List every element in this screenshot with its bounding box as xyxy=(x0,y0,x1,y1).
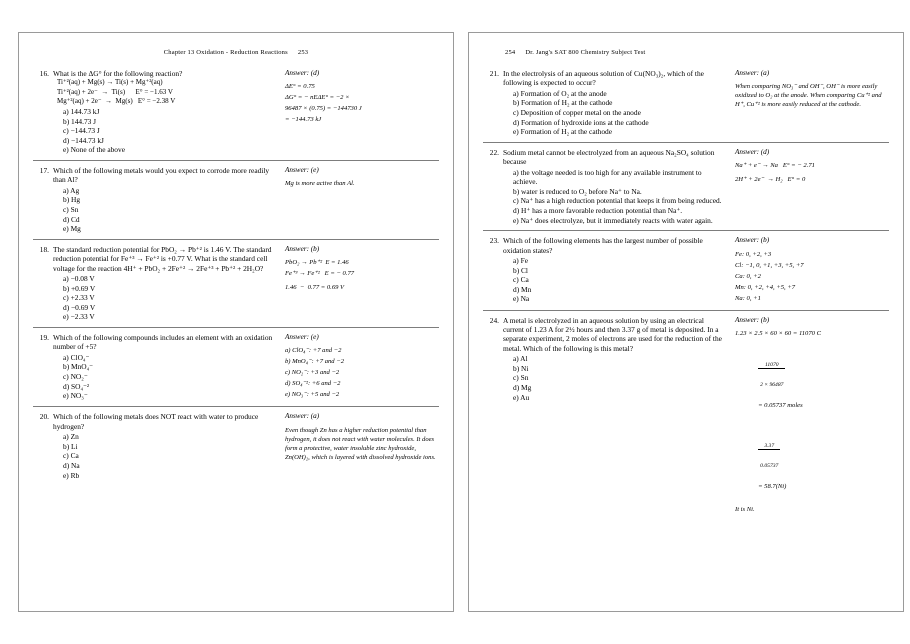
question-21-answer-explanation xyxy=(735,82,889,109)
question-19-text: Which of the following compounds includes an element with an oxidation number of +5? xyxy=(53,332,273,352)
choice-d[interactable]: d) Formation of hydroxide ions at the cathode xyxy=(513,117,649,127)
question-17-answer-explanation xyxy=(285,179,439,188)
fraction-2 xyxy=(758,430,780,482)
question-17-choices xyxy=(33,186,273,234)
answer-line: ΔG° = − nEΔE° = −2 × xyxy=(285,94,350,102)
fraction-2-numerator: 3.37 xyxy=(758,443,780,450)
question-16-body xyxy=(33,69,279,155)
choice-c[interactable]: c) Deposition of copper metal on the anode xyxy=(513,108,641,117)
question-23-choices xyxy=(483,256,723,304)
fraction-1-numerator: 11070 xyxy=(758,362,785,369)
question-24-answer-label: Answer: (b) xyxy=(735,315,770,324)
choice-b[interactable]: b) MnO₄⁻ xyxy=(63,362,94,372)
answer-line: a) ClO₄⁻: +7 and −2 xyxy=(285,347,342,355)
answer-line: ΔE° = 0.75 xyxy=(285,83,315,91)
choice-b[interactable]: b) Ni xyxy=(513,363,529,373)
answer-line: Mg is more active than Al. xyxy=(285,180,355,188)
answer-line: e) NO₃⁻: +5 and −2 xyxy=(285,391,340,399)
question-23-answer-label: Answer: (b) xyxy=(735,236,770,245)
choice-e[interactable]: e) Formation of H₂ at the cathode xyxy=(513,127,613,137)
question-22-answer xyxy=(729,148,889,225)
question-22-answer-explanation xyxy=(735,161,889,184)
question-23 xyxy=(483,230,889,309)
question-23-answer xyxy=(729,236,889,304)
question-19-answer-label: Answer: (e) xyxy=(285,332,319,341)
question-22-body xyxy=(483,148,729,225)
question-21-answer-label: Answer: (a) xyxy=(735,69,770,77)
choice-d[interactable]: d) −0.69 V xyxy=(63,302,96,312)
question-24-answer-explanation xyxy=(735,329,889,515)
answer-line: PbO₂ → Pb⁺² E = 1.46 xyxy=(285,259,349,267)
question-22-choices xyxy=(483,168,723,226)
question-19-number: 19. xyxy=(39,332,49,342)
question-23-body xyxy=(483,236,729,304)
choice-b[interactable]: b) Li xyxy=(63,441,78,451)
choice-a[interactable]: a) Zn xyxy=(63,432,79,442)
question-20 xyxy=(33,406,439,485)
question-20-answer-explanation xyxy=(285,426,439,462)
choice-e[interactable]: e) Na⁺ does electrolyze, but it immediately reacts with water again. xyxy=(513,215,713,225)
answer-line: 2H⁺ + 2e⁻ → H₂ E° = 0 xyxy=(735,176,806,184)
answer-line-fraction-1 xyxy=(735,340,889,419)
question-17-answer xyxy=(279,166,439,234)
question-20-answer-label: Answer: (a) xyxy=(285,412,320,421)
choice-c[interactable]: c) Na⁺ has a high reduction potential that keeps it from being reduced. xyxy=(513,196,722,206)
choice-e[interactable]: e) None of the above xyxy=(63,145,125,155)
question-21-answer xyxy=(729,69,889,137)
choice-d[interactable]: d) Na xyxy=(63,460,80,470)
question-16-answer xyxy=(279,69,439,155)
question-16-equation-1: Ti⁺²(aq) + Mg(s) → Ti(s) + Mg⁺²(aq) xyxy=(57,78,163,87)
fraction-2-denominator: 0.05737 xyxy=(760,463,779,470)
choice-a[interactable]: a) Formation of O₂ at the anode xyxy=(513,88,607,98)
question-23-answer-explanation xyxy=(735,250,889,303)
answer-line: = −144.73 kJ xyxy=(285,116,322,124)
left-page-number: 253 xyxy=(297,49,309,56)
question-16-equation-3: Mg⁺²(aq) + 2e⁻ → Mg(s) E° = −2.38 V xyxy=(57,96,176,105)
question-24-choices xyxy=(483,354,723,402)
question-21 xyxy=(483,69,889,142)
choice-a[interactable]: a) the voltage needed is too high for any available instrument to achieve. xyxy=(513,167,702,187)
choice-d[interactable]: d) −144.73 kJ xyxy=(63,135,104,145)
answer-line: Fe: 0, +2, +3 xyxy=(735,250,772,258)
question-20-body xyxy=(33,412,279,480)
answer-line: 1.23 × 2.5 × 60 × 60 = 11070 C xyxy=(735,329,821,337)
choice-c[interactable]: c) Sn xyxy=(513,373,529,383)
question-16-choices xyxy=(33,107,273,155)
choice-a[interactable]: a) Al xyxy=(513,354,528,364)
question-17-number: 17. xyxy=(39,165,49,175)
question-18-answer-label: Answer: (b) xyxy=(285,244,320,253)
choice-c[interactable]: c) Sn xyxy=(63,204,79,214)
answer-line: Na⁺ + e⁻ → Na E° = − 2.71 xyxy=(735,162,815,170)
left-page xyxy=(18,32,454,612)
question-18-answer-explanation xyxy=(285,258,439,292)
question-21-choices xyxy=(483,89,723,137)
choice-c[interactable]: c) Ca xyxy=(513,275,529,285)
choice-c[interactable]: c) +2.33 V xyxy=(63,293,95,303)
question-16-number: 16. xyxy=(39,69,49,78)
answer-line: Cl: −1, 0, +1, +3, +5, +7 xyxy=(735,261,804,269)
choice-b[interactable]: b) +0.69 V xyxy=(63,283,96,293)
question-18-number: 18. xyxy=(39,244,49,254)
choice-b[interactable]: b) Hg xyxy=(63,195,81,205)
choice-b[interactable]: b) water is reduced to O₂ before Na⁺ to Na. xyxy=(513,186,642,196)
question-23-number: 23. xyxy=(489,236,499,246)
right-page-book-title: Dr. Jang's SAT 800 Chemistry Subject Test xyxy=(525,49,646,56)
fraction-1-denominator: 2 × 96487 xyxy=(760,382,784,388)
question-20-choices xyxy=(33,432,273,480)
choice-b[interactable]: b) 144.73 J xyxy=(63,116,97,126)
question-17-text: Which of the following metals would you expect to corrode more readily than Al? xyxy=(53,165,270,185)
question-17 xyxy=(33,160,439,239)
question-21-number: 21. xyxy=(489,69,499,78)
question-18-body xyxy=(33,245,279,322)
choice-b[interactable]: b) Formation of H₂ at the cathode xyxy=(513,98,613,108)
question-16 xyxy=(33,69,439,160)
answer-line: b) MnO₄⁻: +7 and −2 xyxy=(285,358,344,366)
question-21-body xyxy=(483,69,729,137)
choice-d[interactable]: d) Mg xyxy=(513,382,532,392)
choice-c[interactable]: c) NO₂⁻ xyxy=(63,371,88,381)
question-19-answer xyxy=(279,333,439,401)
choice-e[interactable]: e) −2.33 V xyxy=(63,312,95,322)
answer-line: d) SO₄⁻²: +6 and −2 xyxy=(285,380,341,388)
question-19-choices xyxy=(33,353,273,401)
question-20-text: Which of the following metals does NOT react with water to produce hydrogen? xyxy=(53,412,259,431)
answer-line: 96487 × (0.75) = −144730 J xyxy=(285,105,362,113)
choice-c[interactable]: c) Ca xyxy=(63,451,79,461)
question-18-choices xyxy=(33,274,273,322)
question-21-text: In the electrolysis of an aqueous solution of Cu(NO₃)₂, which of the following is expected to occur? xyxy=(503,69,704,88)
choice-d[interactable]: d) Mn xyxy=(513,284,532,294)
question-16-text: What is the ΔG° for the following reaction? xyxy=(53,69,183,78)
question-18 xyxy=(33,239,439,327)
choice-a[interactable]: a) Ag xyxy=(63,185,80,195)
question-16-answer-explanation xyxy=(285,82,439,124)
choice-d[interactable]: d) Cd xyxy=(63,214,80,224)
choice-e[interactable]: e) Rb xyxy=(63,470,80,480)
answer-line: 1.46 − 0.77 = 0.69 V xyxy=(285,284,345,292)
answer-line: c) NO₂⁻: +3 and −2 xyxy=(285,369,340,377)
question-24-body xyxy=(483,316,729,517)
answer-line: Fe⁺³ → Fe⁺² E = − 0.77 xyxy=(285,270,355,278)
question-18-answer xyxy=(279,245,439,322)
question-17-body xyxy=(33,166,279,234)
choice-a[interactable]: a) ClO₄⁻ xyxy=(63,352,90,362)
choice-a[interactable]: a) Fe xyxy=(513,255,528,265)
question-24 xyxy=(483,310,889,522)
question-24-number: 24. xyxy=(489,315,499,325)
answer-line: Na: 0, +1 xyxy=(735,294,761,302)
choice-d[interactable]: d) SO₄⁻² xyxy=(63,381,90,391)
right-page-number: 254 xyxy=(505,49,516,56)
answer-line-fraction-2 xyxy=(735,421,889,500)
question-19-answer-explanation xyxy=(285,346,439,399)
choice-e[interactable]: e) Na xyxy=(513,294,530,304)
fraction-1 xyxy=(758,349,785,401)
choice-c[interactable]: c) −144.73 J xyxy=(63,126,100,136)
choice-a[interactable]: a) −0.08 V xyxy=(63,273,95,283)
right-page-header xyxy=(483,49,889,59)
question-24-answer xyxy=(729,316,889,517)
question-16-answer-label: Answer: (d) xyxy=(285,69,320,77)
answer-line: Even though Zn has a higher reduction potential than hydrogen, it does not react with water molecules. It does form a protective, water insoluble zinc hydroxide, Zn(OH)₂, which is layered with dissolved hydroxide ions. xyxy=(285,426,436,461)
question-24-text: A metal is electrolyzed in an aqueous solution by using an electrical current of 1.23 A for 2½ hours and then 3.37 g of metal is deposited. In a separate experiment, 2 moles of electrons are used for the reduction of the metal. Which of the following is this metal? xyxy=(503,315,722,353)
answer-line: Mn: 0, +2, +4, +5, +7 xyxy=(735,283,796,291)
question-23-text: Which of the following elements has the largest number of possible oxidation states? xyxy=(503,236,703,255)
right-question-list xyxy=(483,69,889,521)
question-18-text: The standard reduction potential for PbO₂ → Pb⁺² is 1.46 V. The standard reduction potential for Fe⁺³ → Fe⁺² is +0.77 V. What is the standard cell voltage for the reaction 4H⁺ + PbO₂ + 2Fe⁺² → 2Fe⁺³ + Pb⁺² + 2H₂O? xyxy=(53,244,272,273)
right-page xyxy=(468,32,904,612)
answer-line: When comparing NO₃⁻ and OH⁻, OH⁻ is more easily oxidized to O₂ at the anode. When comparing Cu⁺² and H⁺, Cu⁺² is more easily reduced at the cathode. xyxy=(735,83,884,109)
question-20-answer xyxy=(279,412,439,480)
left-question-list xyxy=(33,69,439,485)
fraction-1-result: = 0.05737 moles xyxy=(758,402,803,410)
choice-d[interactable]: d) H⁺ has a more favorable reduction potential than Na⁺. xyxy=(513,205,683,215)
fraction-2-result: = 58.7(Ni) xyxy=(758,483,787,491)
left-page-header xyxy=(33,49,439,59)
question-19-body xyxy=(33,333,279,401)
choice-a[interactable]: a) 144.73 kJ xyxy=(63,107,100,117)
question-22-number: 22. xyxy=(489,147,499,157)
question-20-number: 20. xyxy=(39,412,49,422)
choice-e[interactable]: e) Mg xyxy=(63,224,81,234)
question-22 xyxy=(483,142,889,230)
question-16-equation-2: Ti⁺²(aq) + 2e⁻ → Ti(s) E° = −1.63 V xyxy=(57,87,173,96)
answer-line: Ca: 0, +2 xyxy=(735,272,761,280)
question-17-answer-label: Answer: (e) xyxy=(285,165,319,174)
choice-e[interactable]: e) Au xyxy=(513,392,530,402)
question-22-answer-label: Answer: (d) xyxy=(735,147,770,156)
question-22-text: Sodium metal cannot be electrolyzed from an aqueous Na₂SO₄ solution because xyxy=(503,147,715,167)
choice-b[interactable]: b) Cl xyxy=(513,265,528,275)
answer-line: It is Ni. xyxy=(735,506,755,514)
left-page-chapter-title: Chapter 13 Oxidation - Reduction Reactions xyxy=(163,49,288,56)
choice-e[interactable]: e) NO₃⁻ xyxy=(63,391,88,401)
question-19 xyxy=(33,327,439,406)
